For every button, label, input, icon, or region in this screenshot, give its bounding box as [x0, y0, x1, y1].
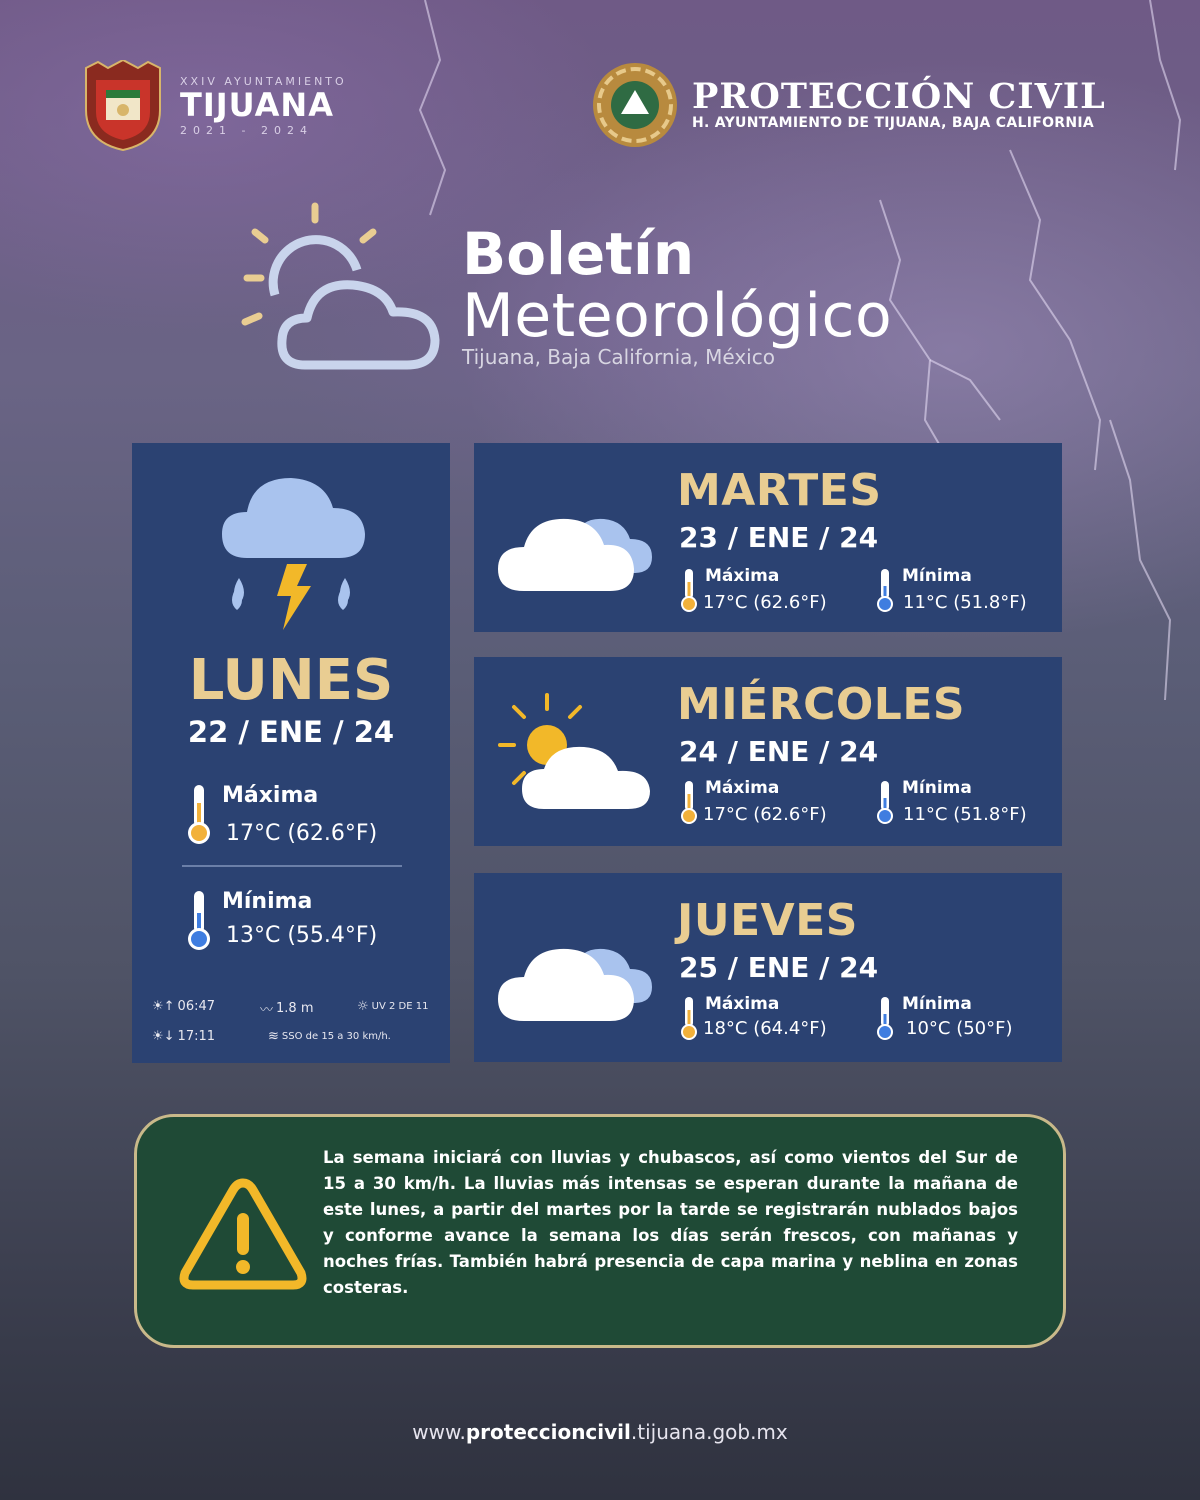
today-uv — [357, 999, 428, 1014]
today-max-label: Máxima — [222, 783, 319, 808]
today-divider — [182, 865, 402, 867]
tijuana-shield-icon — [78, 60, 168, 152]
forecast-date: 24 / ENE / 24 — [679, 735, 879, 768]
today-date: 22 / ENE / 24 — [187, 715, 395, 749]
thermometer-min-icon — [874, 780, 896, 826]
footer-url-bold: proteccioncivil — [465, 1420, 631, 1444]
footer-url-prefix: www. — [412, 1420, 466, 1444]
thermometer-max-icon — [678, 568, 700, 614]
municipality-name: TIJUANA — [180, 86, 334, 125]
forecast-day: MIÉRCOLES — [677, 679, 966, 730]
forecast-date: 23 / ENE / 24 — [679, 521, 879, 554]
footer-url-suffix: .tijuana.gob.mx — [630, 1420, 788, 1444]
today-min-value: 13°C (55.4°F) — [226, 923, 378, 948]
today-day: LUNES — [188, 648, 394, 713]
forecast-date: 25 / ENE / 24 — [679, 951, 879, 984]
warning-icon — [177, 1175, 309, 1293]
sunset-time: 17:11 — [177, 1029, 216, 1044]
agency-name: PROTECCIÓN CIVIL — [692, 75, 1106, 117]
forecast-max-value: 17°C (62.6°F) — [703, 804, 827, 825]
sunrise-icon: ☀↑ — [152, 999, 175, 1014]
uv-sun-icon: ☼ — [357, 999, 369, 1014]
forecast-min-value: 10°C (50°F) — [906, 1018, 1013, 1039]
forecast-card-martes — [474, 443, 1062, 632]
forecast-min-label: Mínima — [902, 778, 972, 798]
forecast-max-label: Máxima — [705, 566, 780, 586]
forecast-card-miercoles — [474, 657, 1062, 846]
cloudy-icon — [492, 473, 662, 603]
forecast-min-value: 11°C (51.8°F) — [903, 592, 1027, 613]
tijuana-logo — [78, 60, 347, 152]
wave-height: 1.8 m — [276, 1001, 314, 1016]
rain-thunderstorm-icon — [217, 468, 367, 638]
today-sunrise — [152, 999, 215, 1014]
thermometer-min-icon — [874, 568, 896, 614]
forecast-min-label: Mínima — [902, 566, 972, 586]
footer-url[interactable] — [0, 1420, 1200, 1444]
title-block — [462, 220, 893, 369]
proteccion-civil-emblem-icon — [590, 60, 680, 150]
today-card — [132, 443, 450, 1063]
sunrise-time: 06:47 — [177, 999, 216, 1014]
today-wave — [260, 999, 314, 1018]
forecast-max-value: 17°C (62.6°F) — [703, 592, 827, 613]
forecast-card-jueves — [474, 873, 1062, 1062]
thermometer-max-icon — [184, 783, 214, 847]
forecast-max-value: 18°C (64.4°F) — [703, 1018, 827, 1039]
thermometer-min-icon — [184, 889, 214, 953]
sunset-icon: ☀↓ — [152, 1029, 175, 1044]
forecast-max-label: Máxima — [705, 778, 780, 798]
forecast-min-value: 11°C (51.8°F) — [903, 804, 1027, 825]
partly-sunny-icon — [492, 687, 662, 817]
today-max-value: 17°C (62.6°F) — [226, 821, 378, 846]
title-line-2: Meteorológico — [462, 281, 893, 351]
title-location: Tijuana, Baja California, México — [462, 345, 775, 369]
thermometer-max-icon — [678, 996, 700, 1042]
cloudy-icon — [492, 903, 662, 1033]
title-line-1: Boletín — [462, 220, 695, 288]
wind-description: SSO de 15 a 30 km/h. — [281, 1031, 391, 1042]
forecast-max-label: Máxima — [705, 994, 780, 1014]
municipality-top-line: XXIV AYUNTAMIENTO — [180, 75, 347, 89]
wind-icon: ≋ — [268, 1029, 279, 1044]
municipality-years: 2021 - 2024 — [180, 123, 313, 137]
today-sunset — [152, 1029, 215, 1044]
alert-box — [134, 1114, 1066, 1348]
thermometer-min-icon — [874, 996, 896, 1042]
thermometer-max-icon — [678, 780, 700, 826]
today-wind — [268, 1029, 391, 1044]
proteccion-civil-logo — [590, 60, 1106, 150]
wave-icon: 〰 — [260, 1003, 274, 1018]
forecast-min-label: Mínima — [902, 994, 972, 1014]
agency-subtitle: H. AYUNTAMIENTO DE TIJUANA, BAJA CALIFORNIA — [692, 115, 1095, 132]
alert-text: La semana iniciará con lluvias y chubascos, así como vientos del Sur de 15 a 30 km/h. La lluvias más intensas se esperan durante la mañana de este lunes, a partir del martes por la tarde se registrarán nublados bajos y conforme avance la semana los días serán frescos, con mañanas y noches frías. También habrá presencia de capa marina y neblina en zonas costeras. — [323, 1148, 1018, 1297]
forecast-day: JUEVES — [677, 895, 858, 946]
forecast-day: MARTES — [677, 465, 882, 516]
sun-cloud-icon — [235, 200, 455, 380]
uv-index: UV 2 DE 11 — [371, 1001, 429, 1012]
today-min-label: Mínima — [222, 889, 313, 914]
